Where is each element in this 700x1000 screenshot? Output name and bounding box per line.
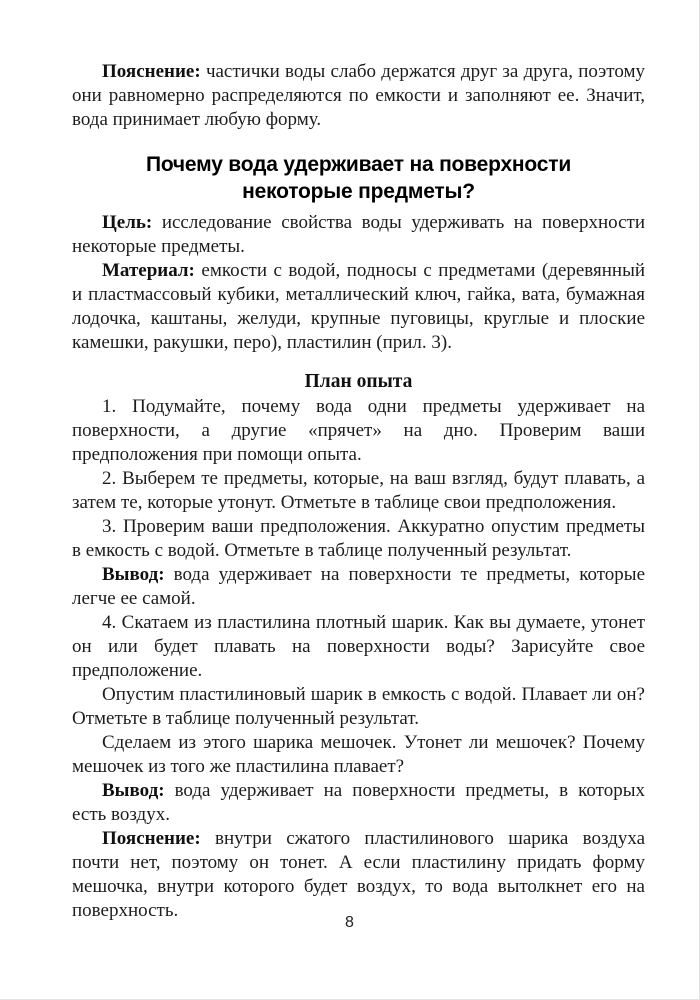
section-title-line-1: Почему вода удерживает на поверхности: [145, 153, 572, 176]
paragraph-label: Пояснение:: [102, 828, 201, 849]
paragraph-text: Опустим пластилиновый шарик в емкость с водой. Плавает ли он? Отметьте в таблице полученный результат.: [72, 684, 645, 729]
paragraph-text: исследование свойства воды удерживать на поверхности некоторые предметы.: [72, 212, 645, 257]
paragraph-text: вода удерживает на поверхности те предметы, которые легче ее самой.: [72, 564, 646, 609]
step-4-paragraph: [72, 611, 645, 683]
paragraph-text: Сделаем из этого шарика мешочек. Утонет ли мешочек? Почему мешочек из того же пластилина плавает?: [72, 732, 645, 777]
paragraph-label: Материал:: [102, 260, 195, 281]
paragraph-text: емкости с водой, подносы с предметами (деревянный и пластмассовый кубики, металлический ключ, гайка, вата, бумажная лодочка, каштаны, желуди, крупные пуговицы, круглые и плоские камешки, ракушки, перо), пластилин (прил. 3).: [72, 260, 646, 353]
paragraph-label: Цель:: [102, 212, 153, 233]
paragraph-text: 2. Выберем те предметы, которые, на ваш взгляд, будут плавать, а затем те, которые утонут. Отметьте в таблице свои предположения.: [72, 468, 645, 513]
page-number: 8: [345, 914, 354, 931]
conclusion-paragraph-2: [72, 779, 645, 827]
step-3-paragraph: [72, 515, 645, 563]
goal-paragraph: [72, 211, 645, 259]
paragraph-text: вода удерживает на поверхности предметы, в которых есть воздух.: [72, 780, 645, 825]
step-1-paragraph: [72, 395, 645, 467]
step-4c-paragraph: [72, 731, 645, 779]
paragraph-label: Вывод:: [102, 564, 165, 585]
paragraph-label: Вывод:: [102, 780, 165, 801]
explanation-paragraph-2: [72, 827, 645, 923]
paragraph-text: внутри сжатого пластилинового шарика воздуха почти нет, поэтому он тонет. А если пластилину придать форму мешочка, внутри которого будет воздух, то вода вытолкнет его на поверхность.: [72, 828, 645, 921]
material-paragraph: [72, 259, 645, 355]
conclusion-paragraph-1: [72, 563, 645, 611]
paragraph-text: 4. Скатаем из пластилина плотный шарик. Как вы думаете, утонет он или будет плавать на поверхности воды? Зарисуйте свое предположение.: [72, 612, 645, 681]
explanation-paragraph-1: [72, 60, 645, 132]
paragraph-label: Пояснение:: [102, 61, 201, 82]
step-2-paragraph: [72, 467, 645, 515]
experiment-plan-title: План опыта: [304, 371, 413, 392]
section-title: [72, 151, 645, 205]
paragraph-text: 3. Проверим ваши предположения. Аккуратно опустим предметы в емкость с водой. Отметьте в таблице полученный результат.: [72, 516, 645, 561]
section-title-line-2: некоторые предметы?: [242, 180, 475, 203]
paragraph-text: частички воды слабо держатся друг за друга, поэтому они равномерно распределяются по емкости и заполняют ее. Значит, вода принимает любую форму.: [72, 61, 646, 130]
paragraph-text: 1. Подумайте, почему вода одни предметы удерживает на поверхности, а другие «прячет» на дно. Проверим ваши предположения при помощи опыта.: [72, 396, 645, 465]
step-4b-paragraph: [72, 683, 645, 731]
